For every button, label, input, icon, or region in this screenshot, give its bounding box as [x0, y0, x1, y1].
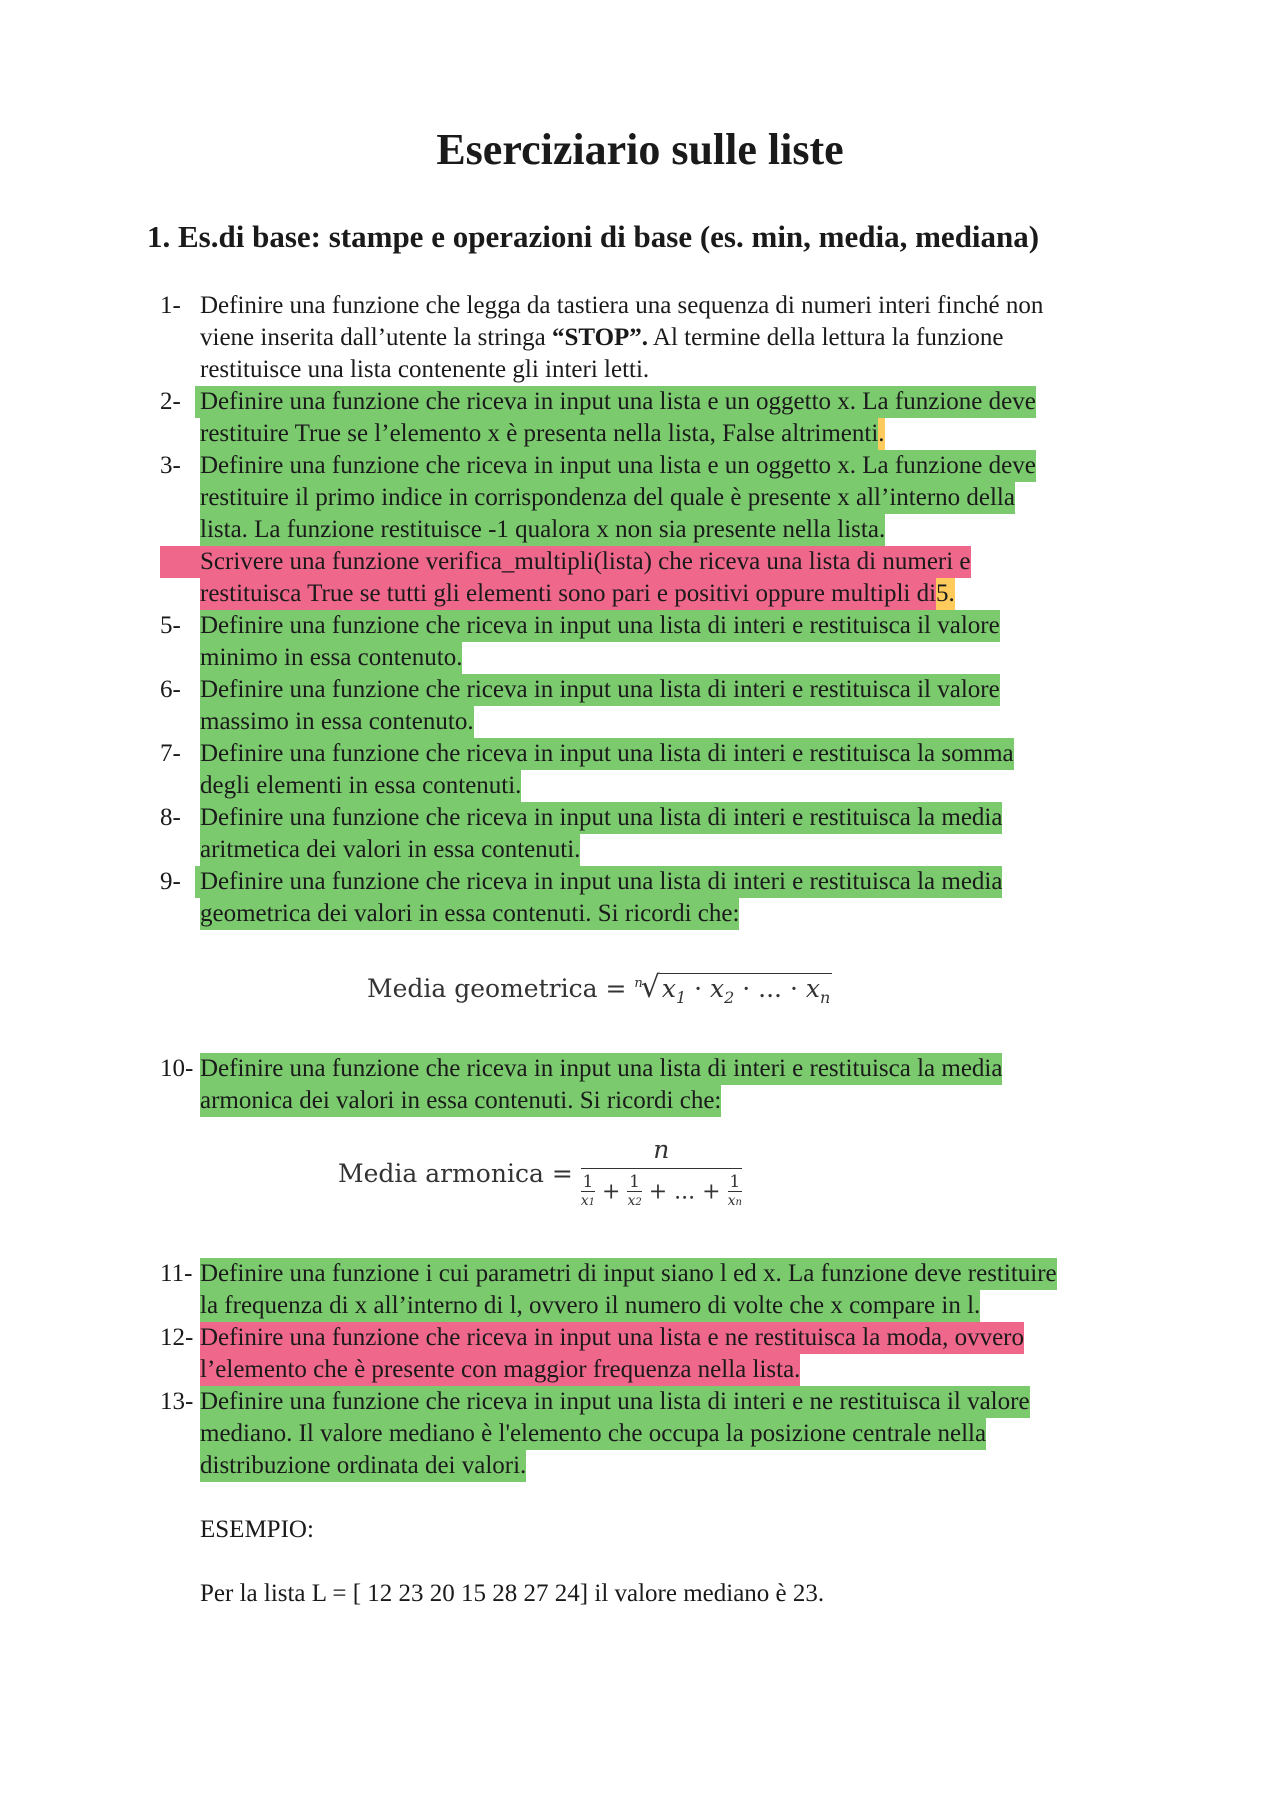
exercise-text: [200, 1053, 1160, 1117]
exercise-text: [200, 1386, 1160, 1482]
highlight-done: Definire una funzione che riceva in input una lista di interi e restituisca il valore: [200, 674, 1000, 706]
highlight-done: Definire una funzione che riceva in input una lista di interi e restituisca la somma: [200, 738, 1014, 770]
exercise-number: 2-: [160, 388, 181, 415]
radical-sign: √: [640, 970, 660, 1005]
exercise-number: 10-: [160, 1055, 194, 1082]
exercise-text: [200, 386, 1160, 450]
exercise-number: 12-: [160, 1324, 194, 1351]
exercise-number: 5-: [160, 612, 181, 639]
reciprocal-term: $\frac{1}{xn}$: [727, 1172, 742, 1209]
exercise-number: 9-: [160, 868, 181, 895]
highlight-done: Definire una funzione che riceva in input una lista di interi e ne restituisca il valore: [200, 1386, 1030, 1418]
root-index: n: [634, 976, 643, 991]
highlight-done: Definire una funzione che riceva in input una lista di interi e restituisca la media: [195, 866, 1002, 898]
highlight-done: la frequenza di x all’interno di l, ovvero il numero di volte che x compare in l.: [200, 1290, 980, 1322]
exercise-text: [200, 802, 1160, 866]
exercise-text: [200, 290, 1160, 386]
highlight-done: restituire il primo indice in corrispondenza del quale è presente x all’interno della: [200, 482, 1015, 514]
exercise-line: restituisce una lista contenente gli interi letti.: [200, 356, 650, 383]
exercise-text: [200, 610, 1160, 674]
highlight-done: armonica dei valori in essa contenuti. Si ricordi che:: [200, 1085, 721, 1117]
formula-equals: =: [605, 974, 627, 1003]
radicand: $x_1 \cdot x_2$ · ... · $x_n$: [661, 974, 831, 1007]
exercise-line: Definire una funzione che legga da tastiera una sequenza di numeri interi finché non: [200, 292, 1044, 319]
highlight-done: Definire una funzione che riceva in input una lista e un oggetto x. La funzione deve: [200, 450, 1036, 482]
quote-open: “: [551, 324, 565, 351]
formula-label: Media geometrica: [367, 974, 598, 1003]
highlight-done: minimo in essa contenuto.: [200, 642, 462, 674]
highlight-done: Definire una funzione che riceva in input una lista di interi e restituisca la media: [200, 1053, 1002, 1085]
section-heading: [147, 214, 1039, 260]
exercise-text: [200, 738, 1160, 802]
exercise-number: 8-: [160, 804, 181, 831]
exercise-number: 1-: [160, 292, 181, 319]
exercise-line-text: viene inserita dall’utente la stringa: [200, 324, 552, 351]
highlight-done: Definire una funzione che riceva in input una lista e un oggetto x. La funzione deve: [195, 386, 1036, 418]
formula-label: Media armonica: [338, 1159, 544, 1188]
harmonic-mean-formula: [338, 1135, 742, 1212]
exercise-line-text: Al termine della lettura la funzione: [648, 324, 1004, 351]
example-label: ESEMPIO:: [200, 1516, 314, 1543]
highlight-done: mediano. Il valore mediano è l'elemento che occupa la posizione centrale nella: [200, 1418, 986, 1450]
geometric-mean-formula: [367, 970, 832, 1007]
highlight-done: massimo in essa contenuto.: [200, 706, 474, 738]
highlight-todo: l’elemento che è presente con maggior frequenza nella lista.: [200, 1354, 800, 1386]
exercise-text: [200, 674, 1160, 738]
highlight-done: restituire True se l’elemento x è presenta nella lista, False altrimenti: [200, 418, 878, 450]
exercise-text: [200, 1258, 1160, 1322]
stop-keyword: [552, 324, 648, 351]
formula-equals: =: [551, 1159, 573, 1188]
highlight-done: distribuzione ordinata dei valori.: [200, 1450, 526, 1482]
highlight-done: degli elementi in essa contenuti.: [200, 770, 521, 802]
exercise-number: 13-: [160, 1388, 194, 1415]
highlight-note: 5.: [936, 578, 955, 610]
exercise-number: 3-: [160, 452, 181, 479]
exercise-text: [200, 866, 1160, 930]
harmonic-fraction: [581, 1135, 742, 1212]
exercise-number: 6-: [160, 676, 181, 703]
exercise-number: 7-: [160, 740, 181, 767]
highlight-todo: Scrivere una funzione verifica_multipli(lista) che riceva una lista di numeri e: [160, 546, 971, 578]
stop-keyword-text: STOP”.: [564, 324, 649, 351]
reciprocal-term: $\frac{1}{x2}$: [627, 1172, 642, 1209]
highlight-done: Definire una funzione i cui parametri di input siano l ed x. La funzione deve restituire: [200, 1258, 1057, 1290]
exercise-line: [200, 322, 1160, 354]
highlight-note: .: [878, 418, 884, 450]
highlight-done: Definire una funzione che riceva in input una lista di interi e restituisca la media: [200, 802, 1002, 834]
exercise-number: 11-: [160, 1260, 193, 1287]
highlight-done: Definire una funzione che riceva in input una lista di interi e restituisca il valore: [200, 610, 1000, 642]
exercise-text: [200, 450, 1160, 546]
section-heading-text: Es.di base: stampe e operazioni di base (es. min, media, mediana): [178, 219, 1040, 254]
fraction-denominator: $\frac{1}{x1}$ + $\frac{1}{x2}$ + ... + $\frac{1}{xn}$: [581, 1169, 742, 1212]
exercise-text: [200, 1322, 1160, 1386]
highlight-todo: Definire una funzione che riceva in input una lista e ne restituisca la moda, ovvero: [200, 1322, 1024, 1354]
highlight-done: aritmetica dei valori in essa contenuti.: [200, 834, 580, 866]
section-number: 1.: [147, 219, 171, 254]
fraction-numerator: n: [653, 1135, 670, 1164]
highlight-todo: restituisca True se tutti gli elementi sono pari e positivi oppure multipli di: [200, 578, 936, 610]
exercise-text: [200, 546, 1160, 610]
highlight-done: geometrica dei valori in essa contenuti. Si ricordi che:: [200, 898, 739, 930]
page-title: Eserciziario sulle liste: [436, 125, 844, 174]
highlight-done: lista. La funzione restituisce -1 qualora x non sia presente nella lista.: [200, 514, 885, 546]
example-text: Per la lista L = [ 12 23 20 15 28 27 24] il valore mediano è 23.: [200, 1580, 825, 1607]
reciprocal-term: $\frac{1}{x1}$: [580, 1172, 595, 1209]
